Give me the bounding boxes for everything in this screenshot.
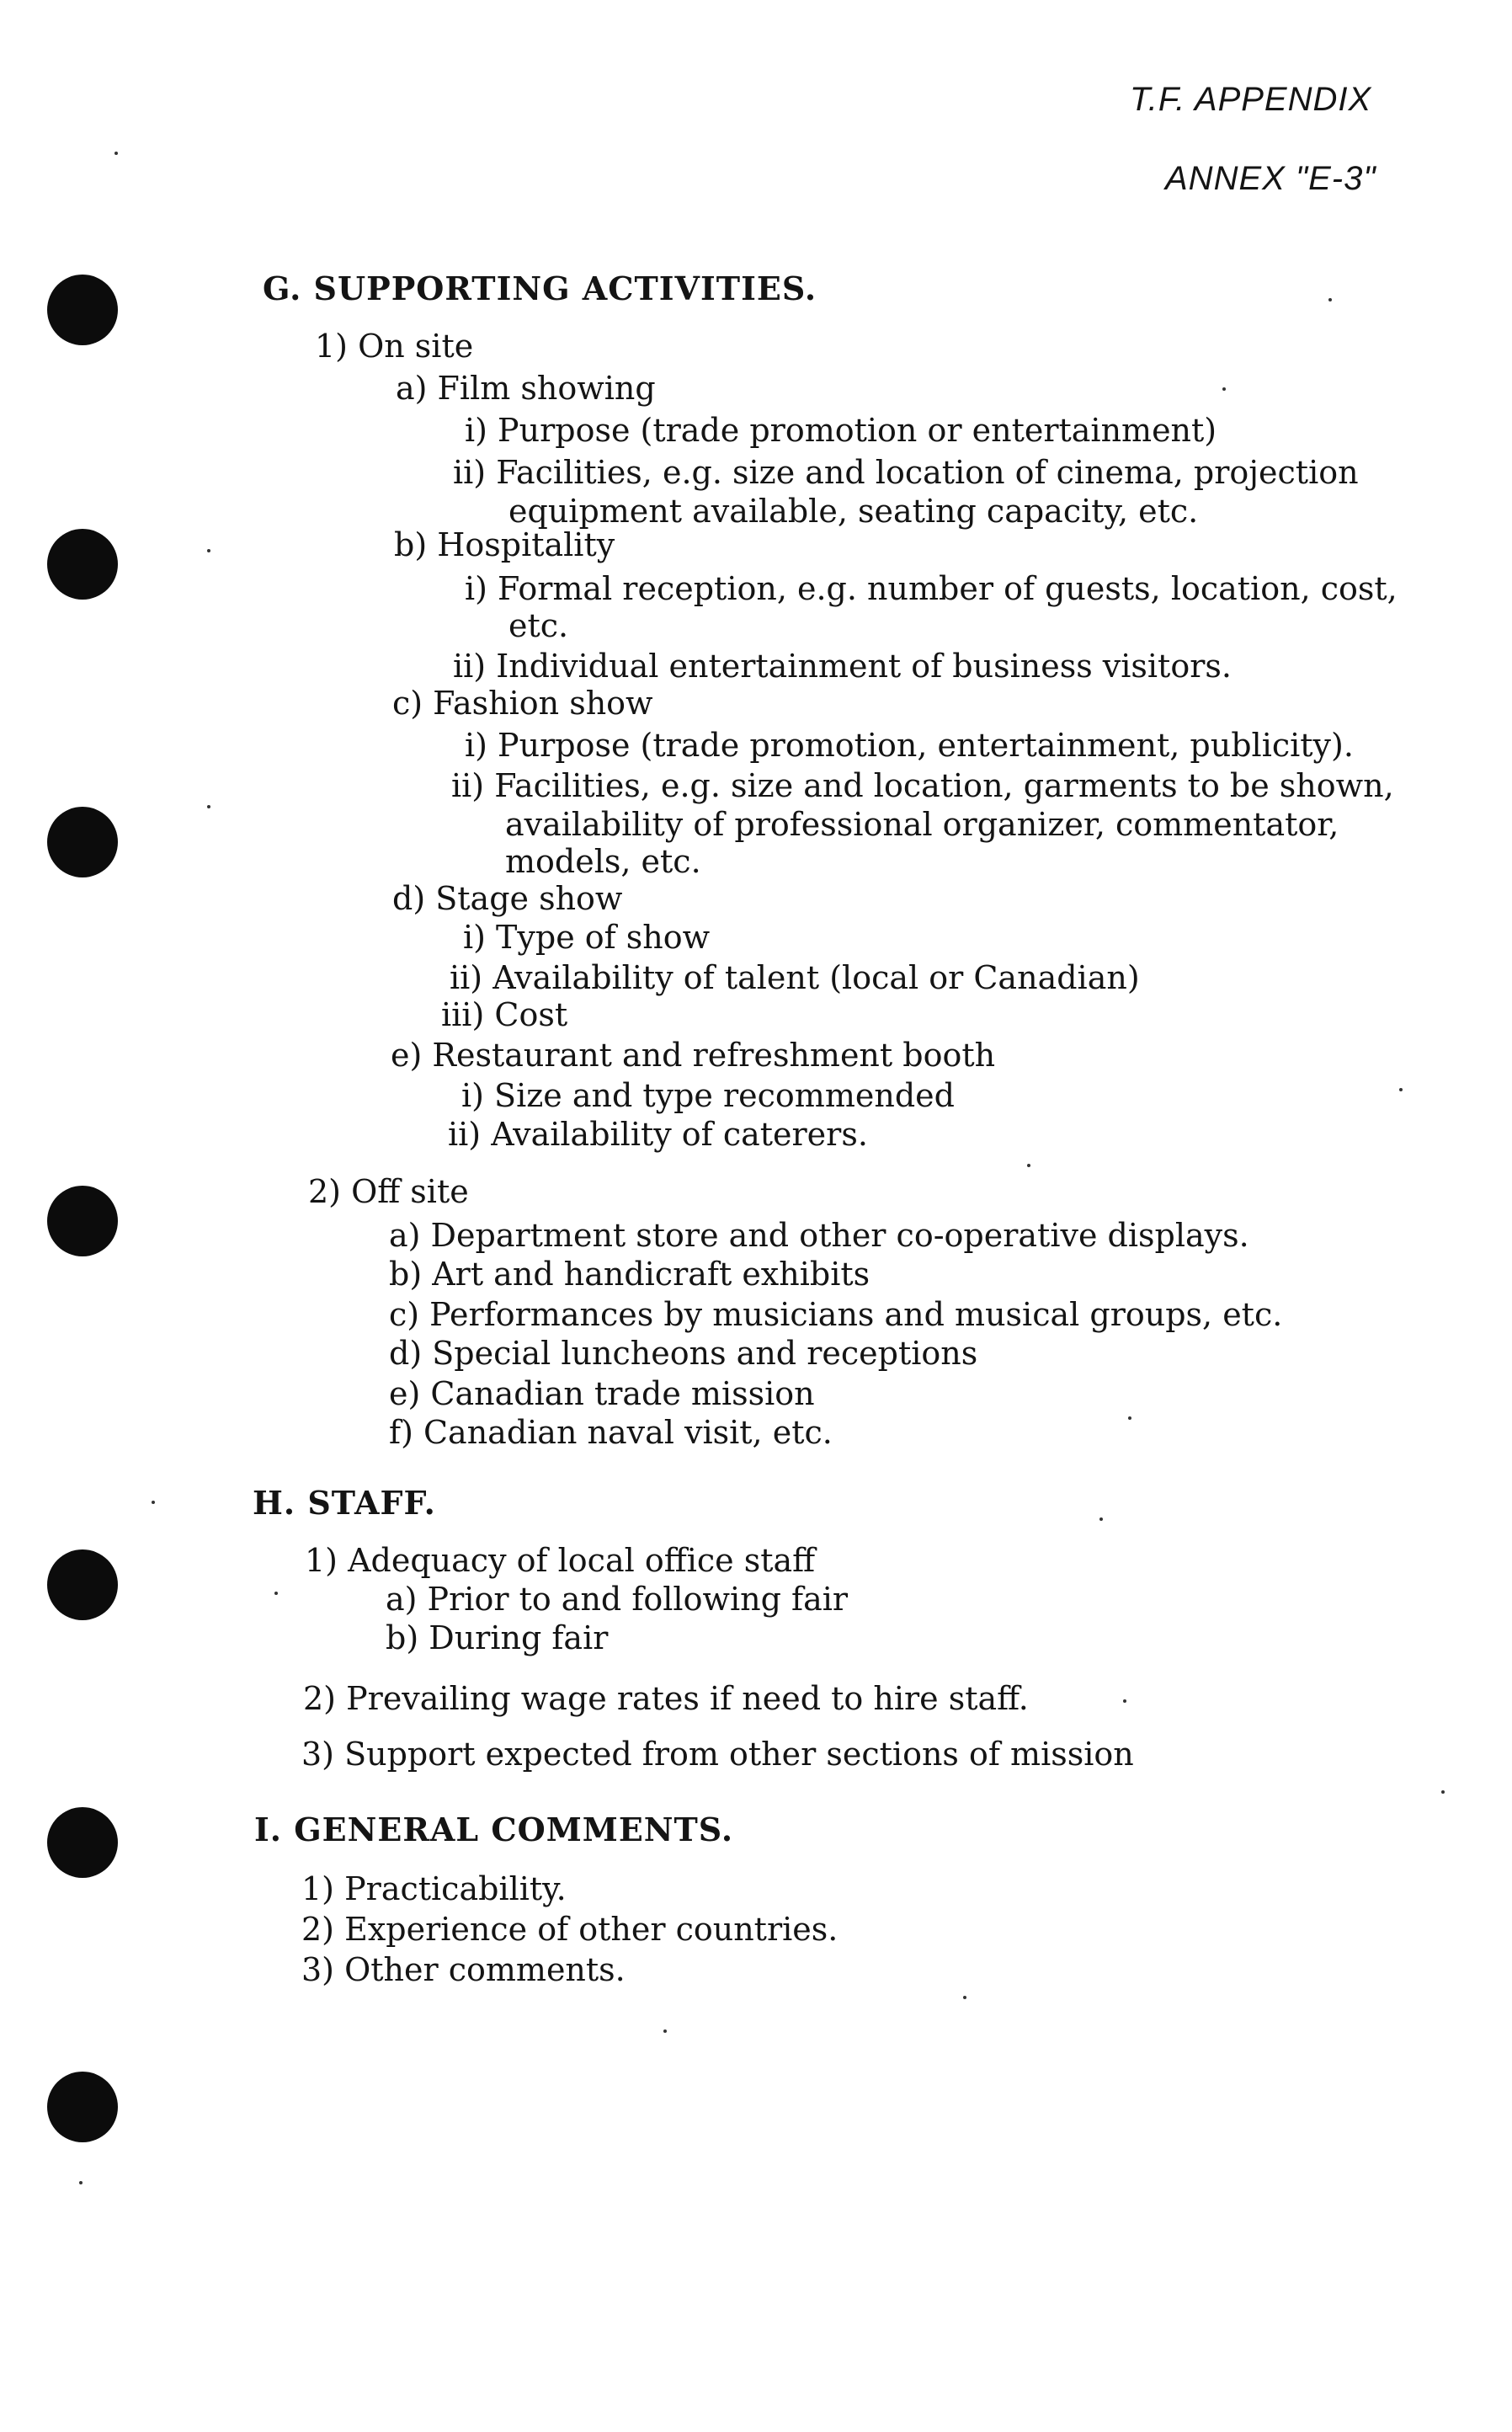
section-g-title: G. SUPPORTING ACTIVITIES. bbox=[263, 269, 817, 307]
list-item: 2) Prevailing wage rates if need to hire staff. bbox=[303, 1680, 1029, 1717]
list-item: c) Performances by musicians and musical groups, etc. bbox=[389, 1296, 1283, 1333]
list-item: b) Hospitality bbox=[394, 526, 615, 563]
punch-hole bbox=[47, 1549, 118, 1620]
punch-hole bbox=[47, 275, 118, 345]
header-annex: ANNEX "E-3" bbox=[1165, 160, 1376, 197]
list-item: ii) Individual entertainment of business visitors. bbox=[453, 648, 1232, 685]
scan-speck bbox=[1128, 1416, 1131, 1420]
punch-hole bbox=[47, 2072, 118, 2142]
list-item: iii) Cost bbox=[441, 996, 568, 1033]
list-item: availability of professional organizer, commentator, bbox=[505, 806, 1339, 843]
list-item: 1) Practicability. bbox=[301, 1870, 567, 1907]
list-item: d) Special luncheons and receptions bbox=[389, 1335, 978, 1372]
list-item: a) Prior to and following fair bbox=[386, 1581, 849, 1618]
list-item: f) Canadian naval visit, etc. bbox=[389, 1414, 833, 1451]
scan-speck bbox=[1027, 1164, 1030, 1167]
header-appendix: T.F. APPENDIX bbox=[1130, 81, 1372, 118]
scan-speck bbox=[1441, 1790, 1445, 1794]
list-item: i) Type of show bbox=[463, 919, 711, 956]
list-item: 1) Adequacy of local office staff bbox=[305, 1542, 816, 1579]
list-item: 3) Support expected from other sections of mission bbox=[301, 1736, 1134, 1773]
list-item: 2) Experience of other countries. bbox=[301, 1911, 839, 1948]
list-item: e) Restaurant and refreshment booth bbox=[391, 1037, 996, 1074]
punch-hole bbox=[47, 807, 118, 877]
list-item: i) Size and type recommended bbox=[461, 1077, 955, 1114]
list-item: 2) Off site bbox=[308, 1173, 469, 1210]
scan-speck bbox=[1222, 387, 1226, 391]
list-item: models, etc. bbox=[505, 843, 701, 880]
list-item: a) Film showing bbox=[396, 370, 656, 407]
list-item: equipment available, seating capacity, etc. bbox=[508, 493, 1199, 530]
list-item: ii) Facilities, e.g. size and location, garments to be shown, bbox=[451, 767, 1394, 804]
section-i-title: I. GENERAL COMMENTS. bbox=[254, 1811, 734, 1848]
list-item: etc. bbox=[508, 607, 569, 644]
list-item: i) Purpose (trade promotion, entertainment, publicity). bbox=[465, 727, 1354, 764]
punch-hole bbox=[47, 529, 118, 600]
list-item: b) Art and handicraft exhibits bbox=[389, 1256, 870, 1293]
list-item: 3) Other comments. bbox=[301, 1951, 626, 1988]
list-item: i) Purpose (trade promotion or entertainment) bbox=[465, 412, 1217, 449]
list-item: 1) On site bbox=[315, 328, 474, 365]
scan-speck bbox=[114, 152, 118, 155]
scan-speck bbox=[207, 805, 210, 808]
scan-speck bbox=[1328, 298, 1332, 301]
scan-speck bbox=[663, 2029, 667, 2033]
scan-speck bbox=[1099, 1517, 1103, 1521]
scan-speck bbox=[152, 1501, 155, 1504]
scan-speck bbox=[79, 2181, 83, 2184]
list-item: b) During fair bbox=[386, 1619, 609, 1656]
scan-speck bbox=[274, 1592, 278, 1595]
list-item: e) Canadian trade mission bbox=[389, 1375, 815, 1412]
list-item: d) Stage show bbox=[392, 880, 623, 917]
list-item: ii) Availability of caterers. bbox=[448, 1116, 868, 1153]
punch-hole bbox=[47, 1807, 118, 1878]
punch-hole bbox=[47, 1186, 118, 1256]
scan-speck bbox=[207, 549, 210, 552]
scan-speck bbox=[1123, 1699, 1126, 1703]
scan-speck bbox=[1399, 1088, 1403, 1091]
list-item: c) Fashion show bbox=[392, 685, 653, 722]
list-item: ii) Facilities, e.g. size and location of cinema, projection bbox=[453, 454, 1359, 491]
section-h-title: H. STAFF. bbox=[253, 1484, 436, 1522]
list-item: a) Department store and other co-operative displays. bbox=[389, 1217, 1249, 1254]
scan-speck bbox=[963, 1996, 966, 1999]
list-item: i) Formal reception, e.g. number of guests, location, cost, bbox=[465, 570, 1398, 607]
list-item: ii) Availability of talent (local or Canadian) bbox=[450, 959, 1140, 996]
